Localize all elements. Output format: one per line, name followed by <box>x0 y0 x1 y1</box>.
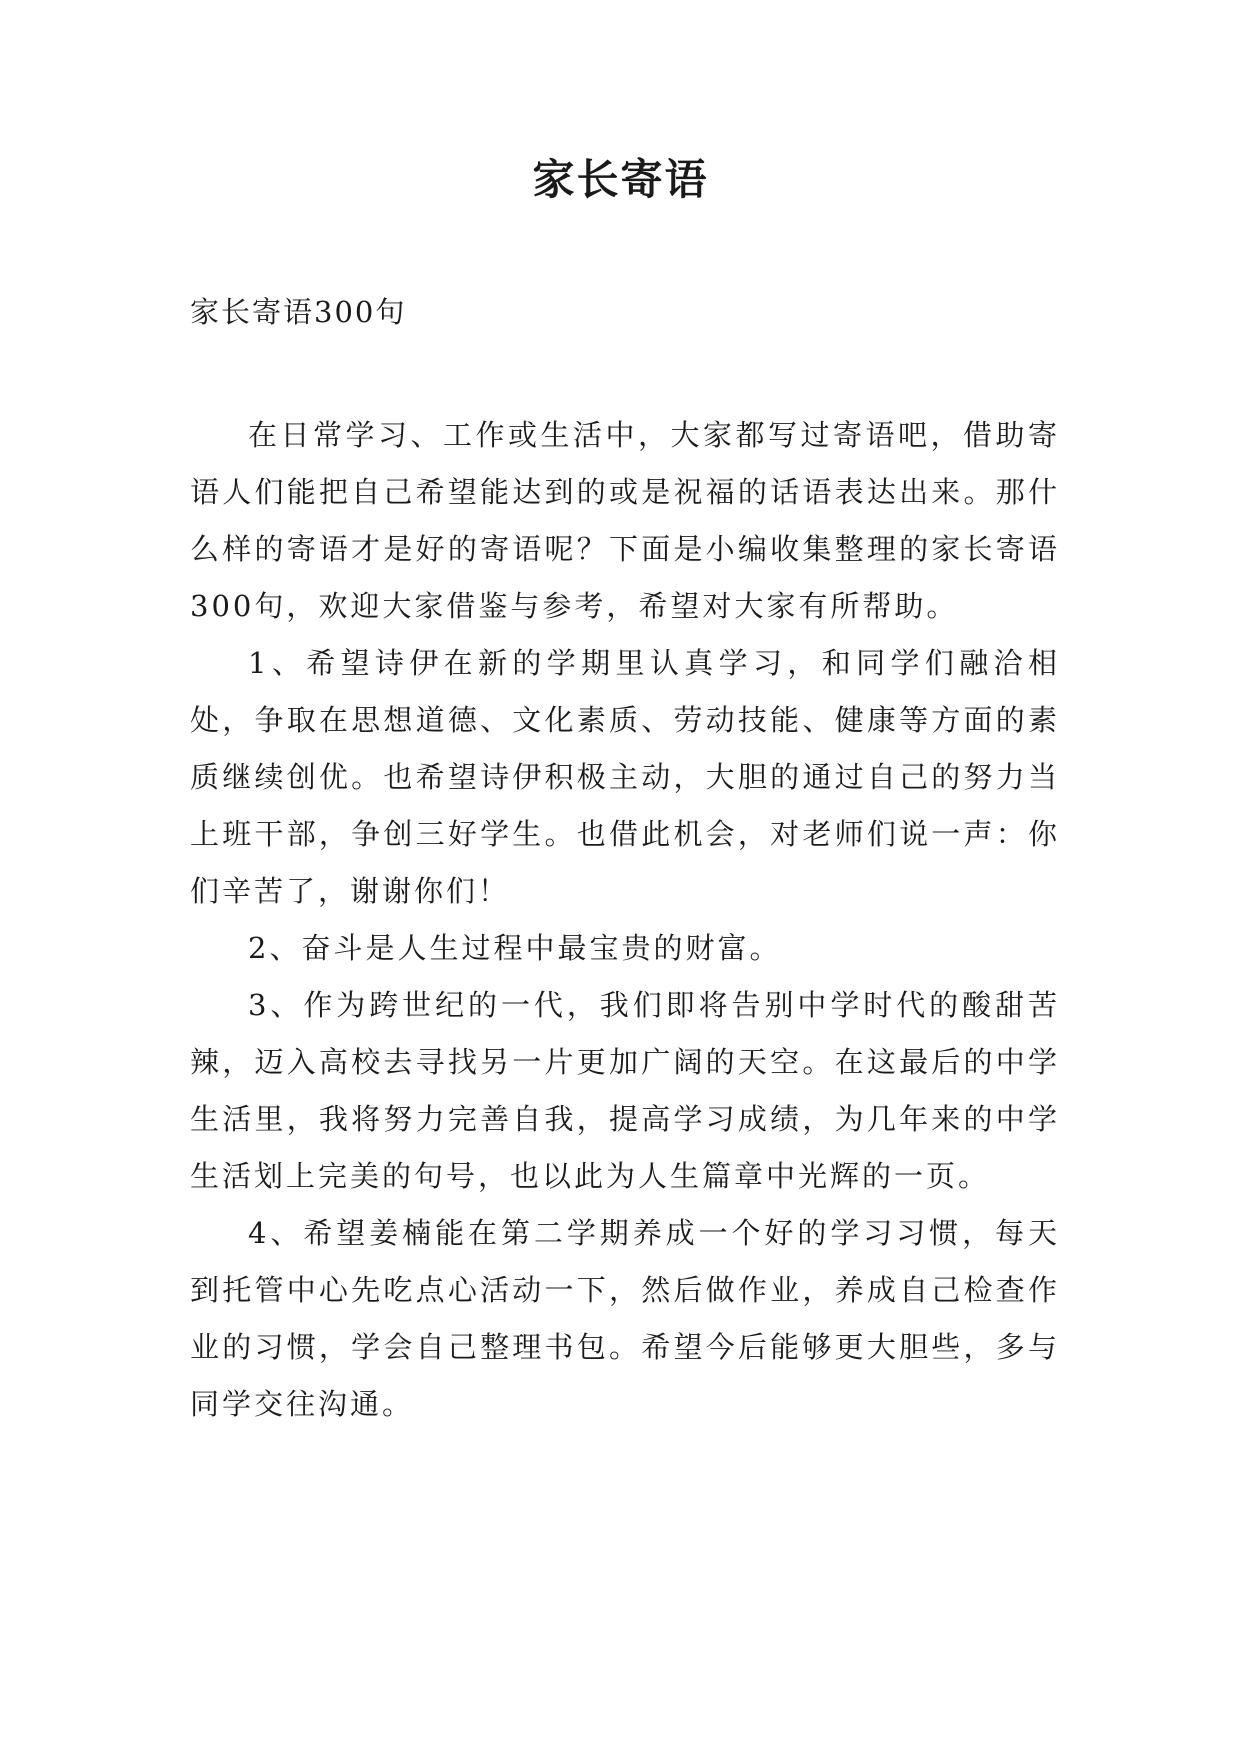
document-body <box>190 407 1060 1433</box>
intro-paragraph: 在日常学习、工作或生活中，大家都写过寄语吧，借助寄语人们能把自己希望能达到的或是祝福的话语表达出来。那什么样的寄语才是好的寄语呢？下面是小编收集整理的家长寄语300句，欢迎大家借鉴与参考，希望对大家有所帮助。 <box>190 418 1060 623</box>
paragraph-item-1: 1、希望诗伊在新的学期里认真学习，和同学们融洽相处，争取在思想道德、文化素质、劳动技能、健康等方面的素质继续创优。也希望诗伊积极主动，大胆的通过自己的努力当上班干部，争创三好学生。也借此机会，对老师们说一声：你们辛苦了，谢谢你们！ <box>190 646 1060 908</box>
document-subtitle: 家长寄语300句 <box>190 295 407 329</box>
paragraph-item-4: 4、希望姜楠能在第二学期养成一个好的学习习惯，每天到托管中心先吃点心活动一下，然后做作业，养成自己检查作业的习惯，学会自己整理书包。希望今后能够更大胆些，多与同学交往沟通。 <box>190 1216 1060 1421</box>
paragraph-item-3: 3、作为跨世纪的一代，我们即将告别中学时代的酸甜苦辣，迈入高校去寻找另一片更加广阔的天空。在这最后的中学生活里，我将努力完善自我，提高学习成绩，为几年来的中学生活划上完美的句号，也以此为人生篇章中光辉的一页。 <box>190 988 1060 1193</box>
paragraph-item-2: 2、奋斗是人生过程中最宝贵的财富。 <box>248 931 782 965</box>
document-title: 家长寄语 <box>532 155 709 204</box>
